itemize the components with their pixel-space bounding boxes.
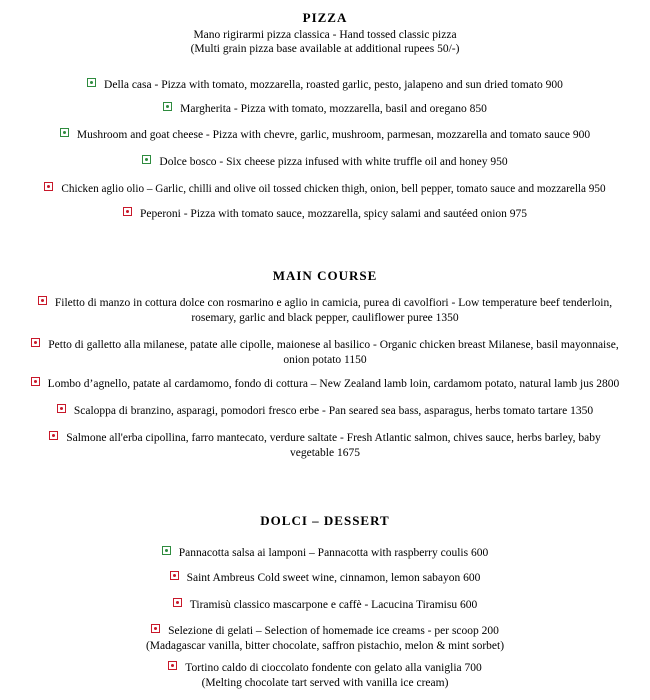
item-text: Della casa - Pizza with tomato, mozzarella, roasted garlic, pesto, jalapeno and sun dried tomato 900	[104, 79, 563, 91]
item-text: Tiramisù classico mascarpone e caffè - Lacucina Tiramisu 600	[189, 599, 478, 611]
menu-item	[0, 377, 650, 392]
nonveg-icon	[123, 207, 132, 216]
menu-item	[0, 207, 650, 222]
menu-item	[0, 598, 650, 613]
item-text: Dolce bosco - Six cheese pizza infused with white truffle oil and honey 950	[159, 156, 508, 168]
item-text: Tortino caldo di cioccolato fondente con gelato alla vaniglia 700	[185, 662, 482, 674]
item-text-cont: (Melting chocolate tart served with vanilla ice cream)	[201, 677, 449, 689]
menu-item	[0, 182, 650, 197]
nonveg-icon	[38, 296, 47, 305]
nonveg-icon	[57, 404, 66, 413]
item-text: Chicken aglio olio – Garlic, chilli and olive oil tossed chicken thigh, onion, bell pepper, tomato sauce and mozzarella 950	[61, 183, 606, 195]
nonveg-icon	[151, 624, 160, 633]
item-text: Filetto di manzo in cottura dolce con rosmarino e aglio in camicia, purea di cavolfiori - Low temperature beef tenderloin,	[54, 297, 613, 309]
pizza-section	[0, 10, 650, 56]
veg-icon	[163, 102, 172, 111]
menu-item	[0, 624, 650, 654]
pizza-note: (Multi grain pizza base available at additional rupees 50/-)	[190, 43, 460, 55]
nonveg-icon	[170, 571, 179, 580]
item-text: Pannacotta salsa ai lamponi – Pannacotta with raspberry coulis 600	[178, 547, 489, 559]
item-text-cont: vegetable 1675	[290, 447, 360, 459]
nonveg-icon	[168, 661, 177, 670]
menu-item	[0, 571, 650, 586]
menu-item	[0, 102, 650, 117]
item-text: Peperoni - Pizza with tomato sauce, mozzarella, spicy salami and sautéed onion 975	[139, 208, 528, 220]
menu-item	[0, 155, 650, 170]
menu-item	[0, 431, 650, 461]
veg-icon	[142, 155, 151, 164]
item-text: Mushroom and goat cheese - Pizza with chevre, garlic, mushroom, parmesan, mozzarella and tomato sauce 900	[76, 129, 591, 141]
item-text-cont: (Madagascar vanilla, bitter chocolate, saffron pistachio, melon & mint sorbet)	[145, 640, 505, 652]
menu-item	[0, 546, 650, 561]
menu-item	[0, 296, 650, 326]
dessert-title: DOLCI – DESSERT	[260, 513, 390, 528]
pizza-subtitle: Mano rigirarmi pizza classica - Hand tossed classic pizza	[193, 29, 457, 41]
menu-item	[0, 78, 650, 93]
item-text: Scaloppa di branzino, asparagi, pomodori fresco erbe - Pan seared sea bass, asparagus, herbs tomato tartare 1350	[73, 405, 594, 417]
item-text: Margherita - Pizza with tomato, mozzarella, basil and oregano 850	[180, 103, 487, 115]
menu-item	[0, 338, 650, 368]
nonveg-icon	[31, 338, 40, 347]
nonveg-icon	[49, 431, 58, 440]
nonveg-icon	[44, 182, 53, 191]
veg-icon	[87, 78, 96, 87]
item-text: Selezione di gelati – Selection of homemade ice creams - per scoop 200	[168, 625, 499, 637]
nonveg-icon	[31, 377, 40, 386]
item-text: Petto di galletto alla milanese, patate alle cipolle, maionese al basilico - Organic chicken breast Milanese, basil mayonnaise,	[48, 339, 619, 351]
item-text: Saint Ambreus Cold sweet wine, cinnamon, lemon sabayon 600	[186, 572, 481, 584]
item-text: Salmone all'erba cipollina, farro mantecato, verdure saltate - Fresh Atlantic salmon, chives sauce, herbs barley, baby	[66, 432, 601, 444]
menu-item	[0, 404, 650, 419]
veg-icon	[60, 128, 69, 137]
menu-item	[0, 128, 650, 143]
item-text: Lombo d’agnello, patate al cardamomo, fondo di cottura – New Zealand lamb loin, cardamom potato, natural lamb jus 2800	[47, 378, 620, 390]
nonveg-icon	[173, 598, 182, 607]
item-text-cont: rosemary, garlic and black pepper, cauliflower puree 1350	[191, 312, 459, 324]
pizza-title: PIZZA	[302, 10, 348, 25]
main-course-title: MAIN COURSE	[272, 268, 378, 283]
veg-icon	[162, 546, 171, 555]
item-text-cont: onion potato 1150	[283, 354, 367, 366]
menu-item	[0, 661, 650, 691]
